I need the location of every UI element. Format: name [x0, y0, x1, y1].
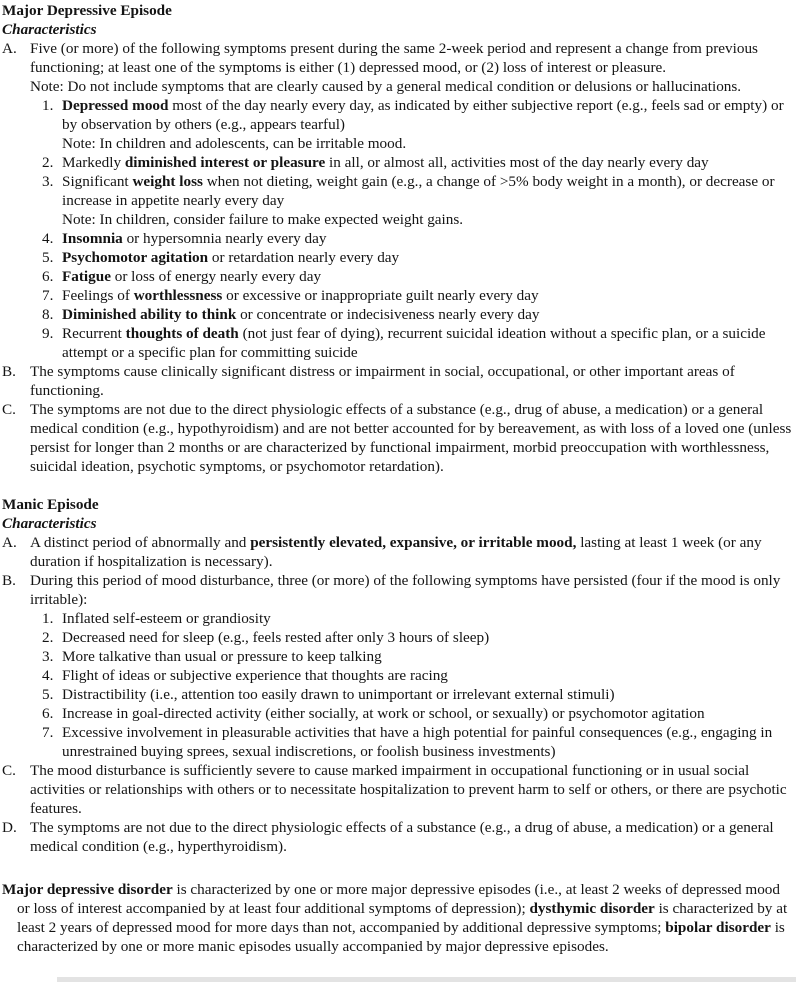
bold-term: Major depressive disorder [2, 881, 173, 898]
bold-term: Fatigue [62, 268, 111, 285]
text-run: The mood disturbance is sufficiently severe to cause marked impairment in occupational functioning or in usual social activities or relationships with others or to necessitate hospitalization to prevent harm to self or others, or there are psychotic features. [30, 762, 787, 817]
text-run: or loss of energy nearly every day [110, 268, 322, 285]
note-line [2, 134, 794, 153]
text-run: in all, or almost all, activities most of the day nearly every day [325, 154, 709, 171]
text-run: The symptoms are not due to the direct physiologic effects of a substance (e.g., drug of abuse, a medication) or a general medical condition (e.g., hypothyroidism) and are not better accounted for by bereavement, as with loss of a loved one (unless persist for longer than 2 months or are characterized by functional impairment, morbid preoccupation with worthlessness, suicidal ideation, psychotic symptoms, or psychomotor retardation). [30, 401, 792, 475]
text-run: is characterized by one or more major depressive episodes (i.e., at least 2 weeks of depressed mood or loss of interest accompanied by at least four additional symptoms of depression); [17, 881, 780, 917]
bold-term: persistently elevated, expansive, or irritable mood, [250, 534, 577, 551]
note-line [2, 77, 794, 96]
item-label: 5. [42, 249, 54, 266]
text-run: Feelings of [62, 287, 134, 304]
item-label: C. [2, 762, 16, 779]
note-line [2, 210, 794, 229]
text-run: when not dieting, weight gain (e.g., a change of >5% body weight in a month), or decrease or increase in appetite nearly every day [62, 173, 775, 209]
text-run: or retardation nearly every day [208, 249, 400, 266]
text-run: (not just fear of dying), recurrent suicidal ideation without a specific plan, or a suicide attempt or a specific plan for committing suicide [62, 325, 766, 361]
text-run: Excessive involvement in pleasurable activities that have a high potential for painful consequences (e.g., engaging in unrestrained buying sprees, sexual indiscretions, or foolish business investments) [62, 724, 773, 760]
bold-term: thoughts of death [125, 325, 239, 342]
text-run: is characterized by one or more manic episodes usually accompanied by major depressive episodes. [17, 919, 785, 955]
closing-paragraph [2, 880, 794, 956]
text-run: During this period of mood disturbance, three (or more) of the following symptoms have persisted (four if the mood is only irritable): [30, 572, 781, 608]
criterion-item [2, 723, 794, 761]
criterion-item [2, 685, 794, 704]
criteria-sections [2, 1, 794, 856]
item-label: 8. [42, 306, 54, 323]
criterion-item [2, 39, 794, 77]
criterion-item [2, 305, 794, 324]
bold-term: Psychomotor agitation [62, 249, 209, 266]
criterion-item [2, 818, 794, 856]
item-label: 3. [42, 173, 54, 190]
item-label: A. [2, 534, 17, 551]
section-subtitle: Characteristics [2, 21, 97, 38]
cutoff-table-edge [57, 977, 796, 982]
criterion-item [2, 153, 794, 172]
criterion-item [2, 172, 794, 210]
text-run: Increase in goal-directed activity (either socially, at work or school, or sexually) or psychomotor agitation [62, 705, 705, 722]
bold-term: dysthymic disorder [529, 900, 655, 917]
text-run: or concentrate or indecisiveness nearly every day [236, 306, 540, 323]
criterion-item [2, 666, 794, 685]
criterion-item [2, 761, 794, 818]
criterion-item [2, 286, 794, 305]
text-run: Distractibility (i.e., attention too easily drawn to unimportant or irrelevant external stimuli) [62, 686, 615, 703]
text-run: lasting at least 1 week (or any duration if hospitalization is necessary). [30, 534, 762, 570]
criterion-item [2, 571, 794, 609]
criterion-item [2, 609, 794, 628]
bold-term: Diminished ability to think [62, 306, 237, 323]
item-label: 6. [42, 268, 54, 285]
criterion-item [2, 229, 794, 248]
criteria-section [2, 1, 794, 476]
item-label: 2. [42, 629, 54, 646]
text-run: Decreased need for sleep (e.g., feels rested after only 3 hours of sleep) [62, 629, 490, 646]
text-run: Inflated self-esteem or grandiosity [62, 610, 271, 627]
text-run: Markedly [62, 154, 125, 171]
criterion-item [2, 533, 794, 571]
item-label: B. [2, 572, 16, 589]
text-run: Significant [62, 173, 133, 190]
item-label: B. [2, 363, 16, 380]
text-run: Flight of ideas or subjective experience that thoughts are racing [62, 667, 448, 684]
criterion-item [2, 400, 794, 476]
item-label: 5. [42, 686, 54, 703]
bold-term: worthlessness [133, 287, 223, 304]
item-label: C. [2, 401, 16, 418]
text-run: Note: In children and adolescents, can be irritable mood. [62, 135, 407, 152]
criterion-item [2, 704, 794, 723]
criteria-section [2, 495, 794, 856]
text-run: Five (or more) of the following symptoms present during the same 2-week period and represent a change from previous functioning; at least one of the symptoms is either (1) depressed mood, or (2) loss of interest or pleasure. [30, 40, 758, 76]
item-label: 2. [42, 154, 54, 171]
text-run: A distinct period of abnormally and [30, 534, 251, 551]
item-label: 9. [42, 325, 54, 342]
item-label: 4. [42, 230, 54, 247]
bold-term: bipolar disorder [665, 919, 771, 936]
text-run: The symptoms are not due to the direct physiologic effects of a substance (e.g., a drug of abuse, a medication) or a general medical condition (e.g., hyperthyroidism). [30, 819, 774, 855]
bold-term: Depressed mood [62, 97, 169, 114]
text-run: Note: In children, consider failure to make expected weight gains. [62, 211, 464, 228]
item-label: 3. [42, 648, 54, 665]
text-run: The symptoms cause clinically significant distress or impairment in social, occupational, or other important areas of functioning. [30, 363, 735, 399]
text-run: is characterized by at least 2 years of depressed mood for more days than not, accompanied by additional depressive symptoms; [17, 900, 788, 936]
item-label: 6. [42, 705, 54, 722]
bold-term: weight loss [132, 173, 203, 190]
item-label: 1. [42, 610, 54, 627]
section-title: Major Depressive Episode [2, 2, 172, 19]
text-run: or excessive or inappropriate guilt nearly every day [222, 287, 539, 304]
criterion-item [2, 248, 794, 267]
text-run: Note: Do not include symptoms that are clearly caused by a general medical condition or delusions or hallucinations. [30, 78, 742, 95]
section-subtitle: Characteristics [2, 515, 97, 532]
text-run: More talkative than usual or pressure to keep talking [62, 648, 382, 665]
text-run: Recurrent [62, 325, 126, 342]
criterion-item [2, 647, 794, 666]
item-label: 7. [42, 287, 54, 304]
criterion-item [2, 96, 794, 134]
criterion-item [2, 628, 794, 647]
criterion-item [2, 267, 794, 286]
bold-term: Insomnia [62, 230, 123, 247]
bold-term: diminished interest or pleasure [124, 154, 326, 171]
criterion-item [2, 362, 794, 400]
item-label: A. [2, 40, 17, 57]
item-label: 4. [42, 667, 54, 684]
section-title: Manic Episode [2, 496, 99, 513]
text-run: most of the day nearly every day, as indicated by either subjective report (e.g., feels sad or empty) or by observation by others (e.g., appears tearful) [62, 97, 784, 133]
item-label: 7. [42, 724, 54, 741]
item-label: D. [2, 819, 17, 836]
criterion-item [2, 324, 794, 362]
text-run: or hypersomnia nearly every day [122, 230, 327, 247]
item-label: 1. [42, 97, 54, 114]
